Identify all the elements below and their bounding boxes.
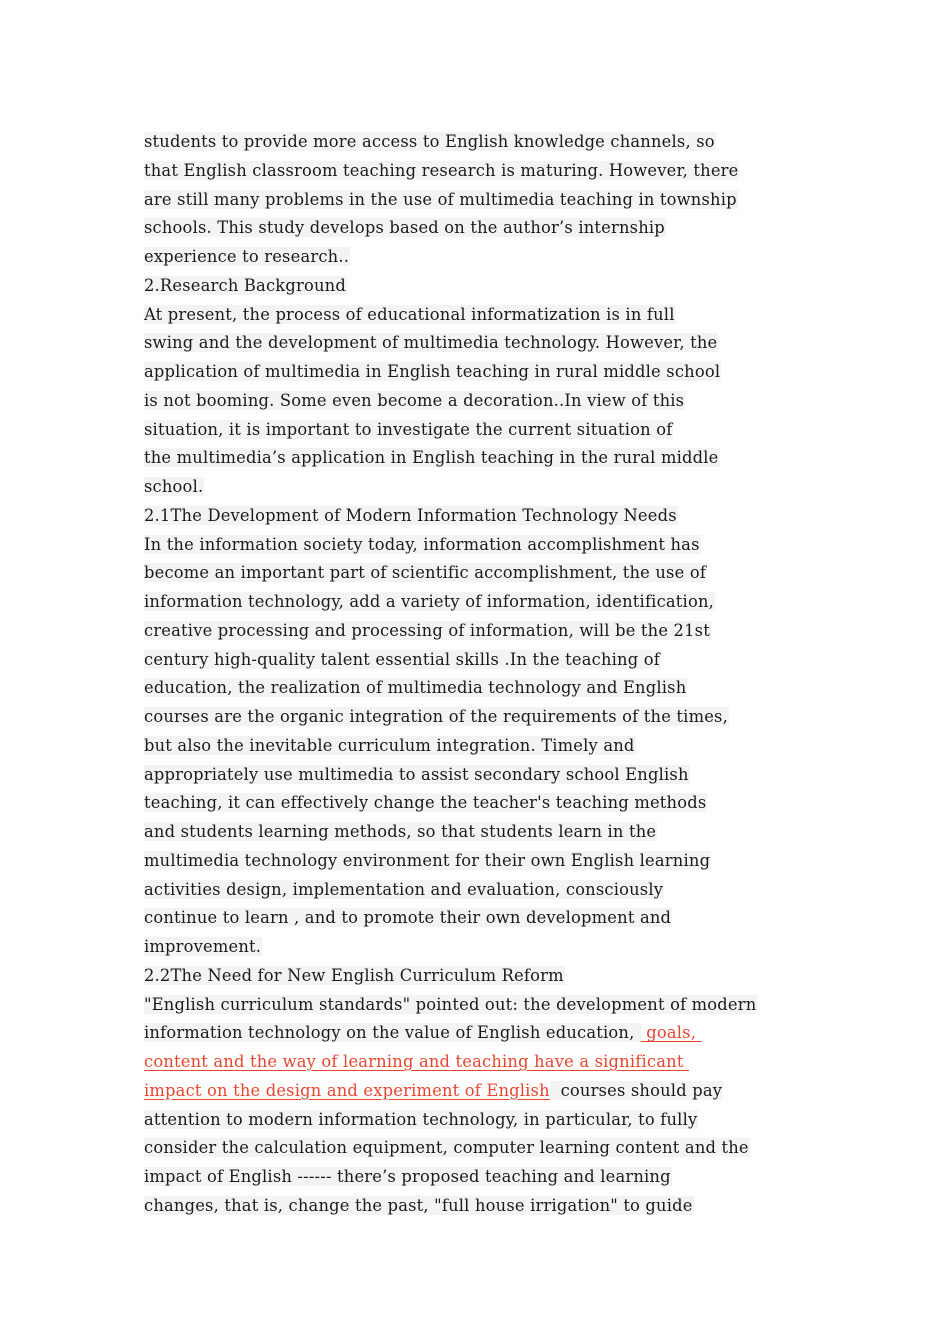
text-line — [144, 588, 814, 617]
text-line — [144, 1106, 814, 1135]
text-segment: application of multimedia in English teaching in rural middle school — [144, 362, 721, 381]
text-line — [144, 301, 814, 330]
text-segment: education, the realization of multimedia technology and English — [144, 678, 687, 698]
text-line — [144, 1048, 814, 1077]
text-line — [144, 674, 814, 703]
text-line — [144, 876, 814, 905]
text-line — [144, 732, 814, 761]
text-segment: courses are the organic integration of the requirements of the times, — [144, 707, 728, 726]
text-line — [144, 1019, 814, 1048]
text-line — [144, 761, 814, 790]
text-line — [144, 128, 814, 157]
text-segment: information technology on the value of English education, — [144, 1023, 640, 1043]
body-text — [144, 128, 814, 1221]
text-line — [144, 272, 814, 301]
highlighted-text-segment: impact on the design and experiment of English — [144, 1080, 550, 1100]
text-line — [144, 531, 814, 560]
text-line — [144, 243, 814, 272]
text-line — [144, 502, 814, 531]
text-line — [144, 991, 814, 1020]
text-line — [144, 1134, 814, 1163]
text-segment: In the information society today, information accomplishment has — [144, 534, 700, 554]
text-segment: is not booming. Some even become a decoration..In view of this — [144, 390, 685, 410]
text-line — [144, 646, 814, 675]
text-segment: multimedia technology environment for their own English learning — [144, 850, 711, 870]
text-line — [144, 847, 814, 876]
text-segment: 2.1The Development of Modern Information Technology Needs — [144, 505, 677, 525]
text-segment: attention to modern information technology, in particular, to fully — [144, 1109, 698, 1129]
text-segment: become an important part of scientific accomplishment, the use of — [144, 563, 707, 583]
text-line — [144, 617, 814, 646]
text-line — [144, 1192, 814, 1221]
text-segment: situation, it is important to investigate the current situation of — [144, 419, 673, 439]
text-line — [144, 387, 814, 416]
text-line — [144, 473, 814, 502]
text-segment: school. — [144, 477, 204, 496]
text-segment: schools. This study develops based on the author’s internship — [144, 218, 665, 238]
text-segment: impact of English ------ there’s proposed teaching and learning — [144, 1167, 671, 1186]
text-segment: appropriately use multimedia to assist secondary school English — [144, 764, 689, 784]
text-segment: creative processing and processing of information, will be the 21st — [144, 620, 710, 640]
text-segment: courses should pay — [549, 1080, 723, 1100]
text-segment: swing and the development of multimedia technology. However, the — [144, 333, 718, 353]
text-segment: century high-quality talent essential skills .In the teaching of — [144, 649, 660, 669]
text-segment: teaching, it can effectively change the teacher's teaching methods — [144, 793, 707, 813]
text-line — [144, 444, 814, 473]
text-line — [144, 416, 814, 445]
text-segment: students to provide more access to English knowledge channels, so — [144, 132, 715, 151]
text-segment: activities design, implementation and evaluation, consciously — [144, 879, 664, 899]
text-segment: are still many problems in the use of multimedia teaching in township — [144, 189, 737, 209]
text-segment: the multimedia’s application in English teaching in the rural middle — [144, 448, 719, 468]
text-segment: 2.2The Need for New English Curriculum Reform — [144, 965, 564, 985]
text-segment: "English curriculum standards" pointed out: the development of modern — [144, 994, 757, 1014]
text-line — [144, 157, 814, 186]
text-segment: and students learning methods, so that students learn in the — [144, 822, 657, 841]
text-segment: that English classroom teaching research is maturing. However, there — [144, 160, 739, 180]
text-line — [144, 703, 814, 732]
text-segment: experience to research.. — [144, 247, 350, 266]
text-segment: 2.Research Background — [144, 275, 346, 295]
text-segment: continue to learn , and to promote their own development and — [144, 908, 672, 928]
text-line — [144, 559, 814, 588]
text-segment: consider the calculation equipment, computer learning content and the — [144, 1138, 749, 1158]
text-line — [144, 358, 814, 387]
text-segment: changes, that is, change the past, "full house irrigation" to guide — [144, 1195, 693, 1215]
highlighted-text-segment: goals, — [640, 1023, 702, 1043]
text-line — [144, 1077, 814, 1106]
text-line — [144, 1163, 814, 1192]
text-segment: improvement. — [144, 937, 262, 956]
text-line — [144, 789, 814, 818]
text-line — [144, 186, 814, 215]
text-line — [144, 962, 814, 991]
text-line — [144, 904, 814, 933]
text-line — [144, 933, 814, 962]
text-line — [144, 818, 814, 847]
text-line — [144, 214, 814, 243]
text-line — [144, 329, 814, 358]
text-segment: At present, the process of educational informatization is in full — [144, 304, 675, 324]
highlighted-text-segment: content and the way of learning and teaching have a significant — [144, 1052, 689, 1071]
text-segment: information technology, add a variety of information, identification, — [144, 592, 715, 611]
text-segment: but also the inevitable curriculum integration. Timely and — [144, 735, 635, 755]
